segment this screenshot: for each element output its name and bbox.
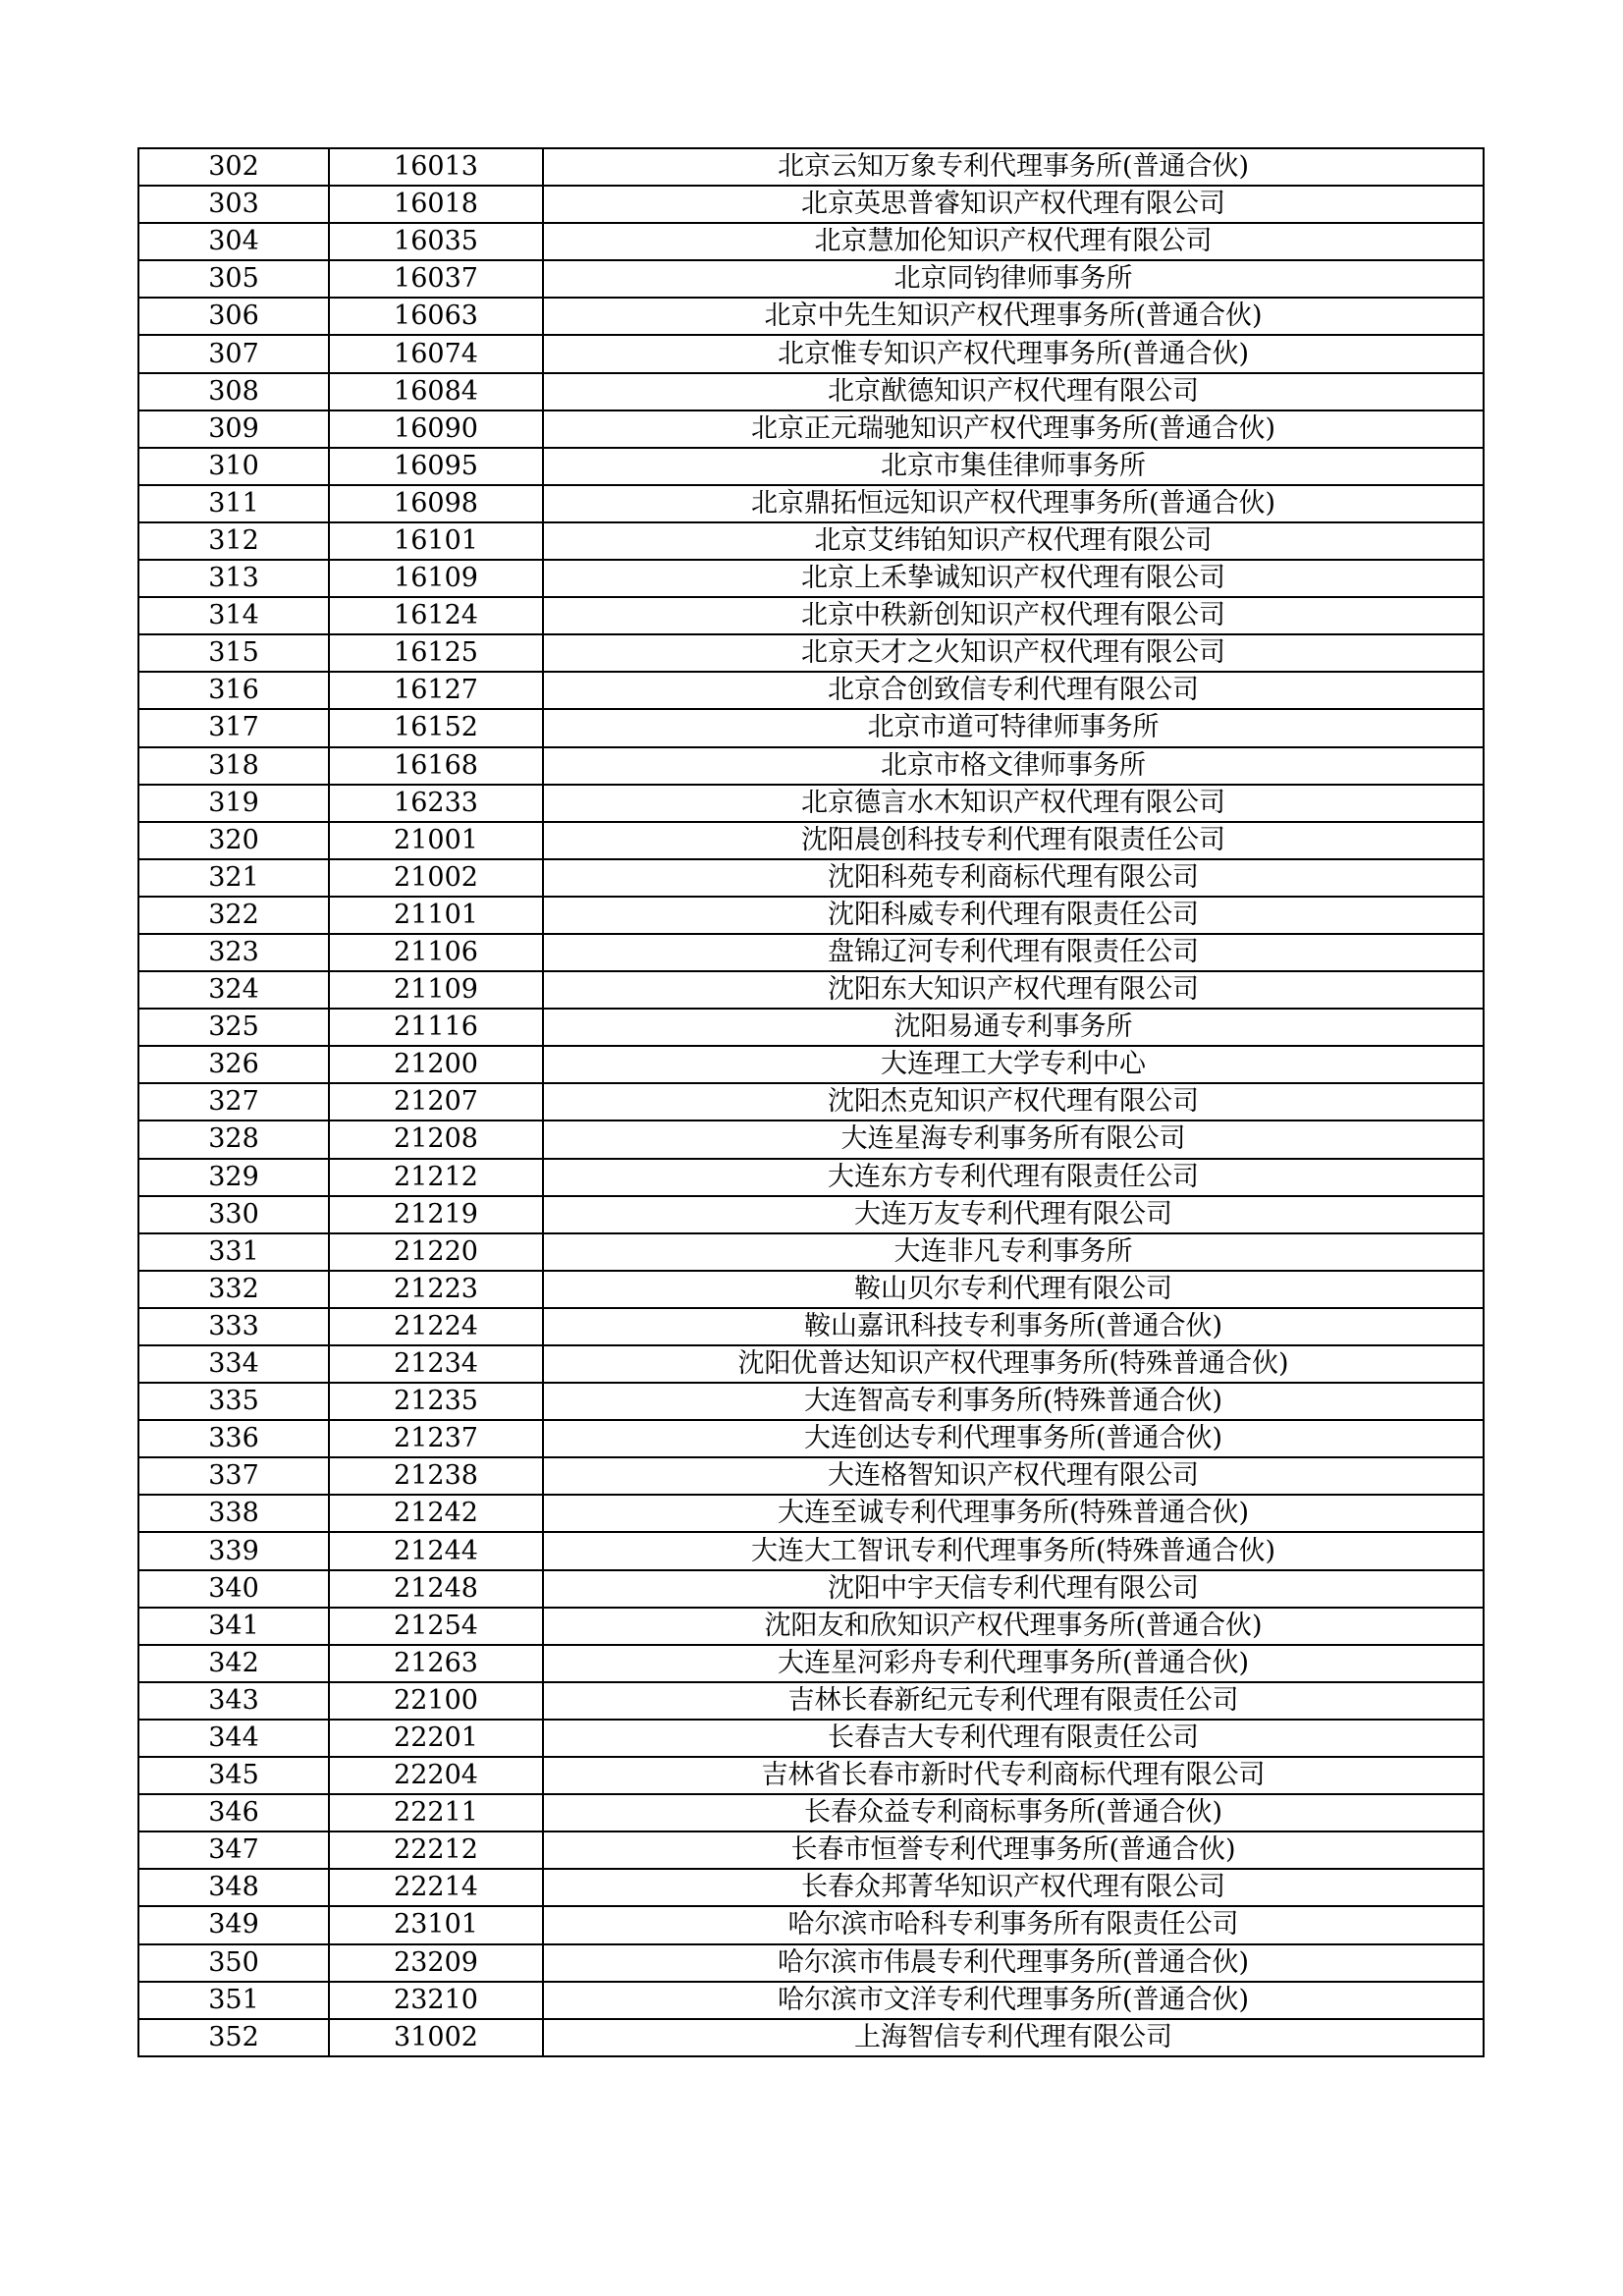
- table-row: [138, 186, 1484, 223]
- row-seq-number: 344: [138, 1720, 329, 1757]
- table-row: [138, 1645, 1484, 1682]
- row-agency-name: 北京惟专知识产权代理事务所(普通合伙): [543, 335, 1484, 372]
- table-row: [138, 785, 1484, 822]
- row-seq-number: 346: [138, 1794, 329, 1831]
- row-seq-number: 339: [138, 1532, 329, 1569]
- table-row: [138, 223, 1484, 260]
- row-agency-name: 上海智信专利代理有限公司: [543, 2019, 1484, 2056]
- row-seq-number: 332: [138, 1271, 329, 1308]
- row-seq-number: 338: [138, 1495, 329, 1532]
- row-seq-number: 308: [138, 373, 329, 410]
- table-row: [138, 971, 1484, 1009]
- row-agency-code: 16127: [329, 672, 543, 709]
- row-agency-name: 盘锦辽河专利代理有限责任公司: [543, 934, 1484, 971]
- row-seq-number: 351: [138, 1982, 329, 2019]
- row-agency-name: 长春市恒誉专利代理事务所(普通合伙): [543, 1831, 1484, 1869]
- row-agency-code: 22214: [329, 1869, 543, 1906]
- table-row: [138, 1046, 1484, 1083]
- row-agency-name: 大连大工智讯专利代理事务所(特殊普通合伙): [543, 1532, 1484, 1569]
- row-agency-name: 长春吉大专利代理有限责任公司: [543, 1720, 1484, 1757]
- table-row: [138, 1608, 1484, 1645]
- table-row: [138, 1233, 1484, 1271]
- row-agency-code: 21238: [329, 1457, 543, 1495]
- row-agency-code: 21263: [329, 1645, 543, 1682]
- row-agency-code: 21237: [329, 1420, 543, 1457]
- row-seq-number: 322: [138, 897, 329, 934]
- row-agency-code: 31002: [329, 2019, 543, 2056]
- table-row: [138, 1159, 1484, 1196]
- row-seq-number: 326: [138, 1046, 329, 1083]
- row-agency-code: 22201: [329, 1720, 543, 1757]
- row-seq-number: 311: [138, 485, 329, 522]
- row-seq-number: 345: [138, 1757, 329, 1794]
- row-agency-code: 16098: [329, 485, 543, 522]
- row-agency-code: 16063: [329, 298, 543, 335]
- row-seq-number: 350: [138, 1944, 329, 1982]
- row-agency-code: 16233: [329, 785, 543, 822]
- table-row: [138, 1944, 1484, 1982]
- row-agency-name: 北京市集佳律师事务所: [543, 448, 1484, 485]
- row-agency-name: 沈阳东大知识产权代理有限公司: [543, 971, 1484, 1009]
- table-row: [138, 709, 1484, 746]
- table-row: [138, 634, 1484, 672]
- row-seq-number: 343: [138, 1682, 329, 1720]
- row-seq-number: 307: [138, 335, 329, 372]
- table-row: [138, 1720, 1484, 1757]
- row-seq-number: 331: [138, 1233, 329, 1271]
- row-agency-name: 北京市道可特律师事务所: [543, 709, 1484, 746]
- row-agency-code: 21224: [329, 1308, 543, 1345]
- row-seq-number: 328: [138, 1121, 329, 1158]
- table-row: [138, 1196, 1484, 1233]
- row-agency-name: 大连星河彩舟专利代理事务所(普通合伙): [543, 1645, 1484, 1682]
- row-agency-code: 21244: [329, 1532, 543, 1569]
- table-row: [138, 1570, 1484, 1608]
- table-row: [138, 1345, 1484, 1383]
- table-row: [138, 148, 1484, 186]
- row-agency-code: 21212: [329, 1159, 543, 1196]
- table-row: [138, 298, 1484, 335]
- row-seq-number: 336: [138, 1420, 329, 1457]
- table-row: [138, 747, 1484, 785]
- row-agency-name: 沈阳中宇天信专利代理有限公司: [543, 1570, 1484, 1608]
- row-agency-code: 21002: [329, 859, 543, 897]
- row-seq-number: 310: [138, 448, 329, 485]
- row-agency-name: 长春众益专利商标事务所(普通合伙): [543, 1794, 1484, 1831]
- row-agency-name: 鞍山贝尔专利代理有限公司: [543, 1271, 1484, 1308]
- row-agency-code: 16109: [329, 560, 543, 597]
- row-seq-number: 305: [138, 260, 329, 298]
- row-agency-name: 沈阳晨创科技专利代理有限责任公司: [543, 822, 1484, 859]
- row-seq-number: 342: [138, 1645, 329, 1682]
- row-seq-number: 324: [138, 971, 329, 1009]
- table-row: [138, 1831, 1484, 1869]
- row-agency-name: 大连星海专利事务所有限公司: [543, 1121, 1484, 1158]
- row-agency-code: 16035: [329, 223, 543, 260]
- row-agency-name: 北京中先生知识产权代理事务所(普通合伙): [543, 298, 1484, 335]
- row-agency-code: 23209: [329, 1944, 543, 1982]
- row-seq-number: 304: [138, 223, 329, 260]
- row-seq-number: 340: [138, 1570, 329, 1608]
- row-agency-name: 长春众邦菁华知识产权代理有限公司: [543, 1869, 1484, 1906]
- row-agency-code: 16101: [329, 522, 543, 560]
- row-agency-code: 21116: [329, 1009, 543, 1046]
- table-row: [138, 672, 1484, 709]
- row-seq-number: 334: [138, 1345, 329, 1383]
- table-row: [138, 1083, 1484, 1121]
- table-row: [138, 410, 1484, 448]
- row-agency-name: 吉林省长春市新时代专利商标代理有限公司: [543, 1757, 1484, 1794]
- row-seq-number: 306: [138, 298, 329, 335]
- row-agency-name: 大连智高专利事务所(特殊普通合伙): [543, 1383, 1484, 1420]
- row-agency-code: 21208: [329, 1121, 543, 1158]
- row-agency-code: 21234: [329, 1345, 543, 1383]
- row-agency-code: 21101: [329, 897, 543, 934]
- row-agency-name: 大连万友专利代理有限公司: [543, 1196, 1484, 1233]
- row-agency-code: 16037: [329, 260, 543, 298]
- row-agency-code: 21109: [329, 971, 543, 1009]
- row-agency-name: 北京慧加伦知识产权代理有限公司: [543, 223, 1484, 260]
- row-agency-name: 沈阳易通专利事务所: [543, 1009, 1484, 1046]
- row-agency-code: 21219: [329, 1196, 543, 1233]
- row-agency-code: 16074: [329, 335, 543, 372]
- row-agency-name: 北京德言水木知识产权代理有限公司: [543, 785, 1484, 822]
- row-agency-code: 21220: [329, 1233, 543, 1271]
- table-row: [138, 2019, 1484, 2056]
- row-seq-number: 329: [138, 1159, 329, 1196]
- table-row: [138, 448, 1484, 485]
- table-row: [138, 560, 1484, 597]
- row-agency-name: 大连东方专利代理有限责任公司: [543, 1159, 1484, 1196]
- row-agency-code: 21207: [329, 1083, 543, 1121]
- row-agency-name: 鞍山嘉讯科技专利事务所(普通合伙): [543, 1308, 1484, 1345]
- row-agency-code: 22211: [329, 1794, 543, 1831]
- table-row: [138, 1906, 1484, 1943]
- table-row: [138, 1457, 1484, 1495]
- row-agency-name: 沈阳优普达知识产权代理事务所(特殊普通合伙): [543, 1345, 1484, 1383]
- row-agency-code: 16084: [329, 373, 543, 410]
- table-row: [138, 1682, 1484, 1720]
- row-agency-code: 16090: [329, 410, 543, 448]
- row-seq-number: 302: [138, 148, 329, 186]
- table-row: [138, 1308, 1484, 1345]
- row-agency-name: 北京合创致信专利代理有限公司: [543, 672, 1484, 709]
- row-agency-code: 21001: [329, 822, 543, 859]
- table-row: [138, 335, 1484, 372]
- row-agency-code: 16152: [329, 709, 543, 746]
- row-seq-number: 321: [138, 859, 329, 897]
- row-agency-code: 21254: [329, 1608, 543, 1645]
- table-row: [138, 897, 1484, 934]
- row-agency-name: 大连格智知识产权代理有限公司: [543, 1457, 1484, 1495]
- row-agency-name: 大连创达专利代理事务所(普通合伙): [543, 1420, 1484, 1457]
- row-agency-code: 23101: [329, 1906, 543, 1943]
- row-agency-code: 16125: [329, 634, 543, 672]
- row-seq-number: 313: [138, 560, 329, 597]
- row-agency-code: 23210: [329, 1982, 543, 2019]
- row-agency-code: 22100: [329, 1682, 543, 1720]
- row-agency-code: 16124: [329, 597, 543, 634]
- row-seq-number: 309: [138, 410, 329, 448]
- row-agency-code: 22204: [329, 1757, 543, 1794]
- row-seq-number: 312: [138, 522, 329, 560]
- table-row: [138, 822, 1484, 859]
- row-agency-code: 21248: [329, 1570, 543, 1608]
- table-row: [138, 1009, 1484, 1046]
- row-agency-code: 16095: [329, 448, 543, 485]
- row-agency-name: 沈阳科苑专利商标代理有限公司: [543, 859, 1484, 897]
- row-agency-name: 沈阳杰克知识产权代理有限公司: [543, 1083, 1484, 1121]
- table-row: [138, 1495, 1484, 1532]
- row-seq-number: 337: [138, 1457, 329, 1495]
- row-agency-name: 北京云知万象专利代理事务所(普通合伙): [543, 148, 1484, 186]
- row-seq-number: 314: [138, 597, 329, 634]
- row-agency-code: 21200: [329, 1046, 543, 1083]
- row-agency-code: 21223: [329, 1271, 543, 1308]
- row-agency-name: 大连至诚专利代理事务所(特殊普通合伙): [543, 1495, 1484, 1532]
- row-agency-name: 北京市格文律师事务所: [543, 747, 1484, 785]
- row-seq-number: 330: [138, 1196, 329, 1233]
- table-row: [138, 1420, 1484, 1457]
- table-row: [138, 1271, 1484, 1308]
- table-row: [138, 1982, 1484, 2019]
- row-seq-number: 335: [138, 1383, 329, 1420]
- row-agency-name: 北京天才之火知识产权代理有限公司: [543, 634, 1484, 672]
- row-agency-code: 16168: [329, 747, 543, 785]
- table-row: [138, 1794, 1484, 1831]
- row-seq-number: 325: [138, 1009, 329, 1046]
- table-row: [138, 1121, 1484, 1158]
- row-agency-name: 北京英思普睿知识产权代理有限公司: [543, 186, 1484, 223]
- row-agency-name: 北京上禾挚诚知识产权代理有限公司: [543, 560, 1484, 597]
- row-agency-name: 沈阳友和欣知识产权代理事务所(普通合伙): [543, 1608, 1484, 1645]
- row-seq-number: 323: [138, 934, 329, 971]
- row-agency-name: 哈尔滨市哈科专利事务所有限责任公司: [543, 1906, 1484, 1943]
- table-row: [138, 859, 1484, 897]
- row-seq-number: 303: [138, 186, 329, 223]
- row-agency-name: 北京鼎拓恒远知识产权代理事务所(普通合伙): [543, 485, 1484, 522]
- row-seq-number: 333: [138, 1308, 329, 1345]
- row-agency-code: 21242: [329, 1495, 543, 1532]
- row-seq-number: 316: [138, 672, 329, 709]
- row-agency-name: 北京猷德知识产权代理有限公司: [543, 373, 1484, 410]
- row-agency-code: 16013: [329, 148, 543, 186]
- row-seq-number: 349: [138, 1906, 329, 1943]
- row-seq-number: 320: [138, 822, 329, 859]
- table-row: [138, 485, 1484, 522]
- row-agency-name: 北京正元瑞驰知识产权代理事务所(普通合伙): [543, 410, 1484, 448]
- row-agency-name: 北京艾纬铂知识产权代理有限公司: [543, 522, 1484, 560]
- table-row: [138, 1532, 1484, 1569]
- row-seq-number: 318: [138, 747, 329, 785]
- row-agency-name: 吉林长春新纪元专利代理有限责任公司: [543, 1682, 1484, 1720]
- row-seq-number: 317: [138, 709, 329, 746]
- table-row: [138, 1869, 1484, 1906]
- row-agency-name: 沈阳科威专利代理有限责任公司: [543, 897, 1484, 934]
- table-body: [138, 148, 1484, 2056]
- table-row: [138, 1757, 1484, 1794]
- row-seq-number: 348: [138, 1869, 329, 1906]
- row-agency-code: 22212: [329, 1831, 543, 1869]
- row-seq-number: 352: [138, 2019, 329, 2056]
- row-seq-number: 319: [138, 785, 329, 822]
- row-agency-name: 大连非凡专利事务所: [543, 1233, 1484, 1271]
- row-seq-number: 341: [138, 1608, 329, 1645]
- row-seq-number: 347: [138, 1831, 329, 1869]
- row-agency-name: 北京中秩新创知识产权代理有限公司: [543, 597, 1484, 634]
- table-row: [138, 934, 1484, 971]
- table-row: [138, 597, 1484, 634]
- row-seq-number: 315: [138, 634, 329, 672]
- row-agency-name: 哈尔滨市伟晨专利代理事务所(普通合伙): [543, 1944, 1484, 1982]
- agency-list-table: [137, 147, 1485, 2057]
- table-row: [138, 522, 1484, 560]
- row-agency-name: 北京同钧律师事务所: [543, 260, 1484, 298]
- table-row: [138, 260, 1484, 298]
- table-row: [138, 373, 1484, 410]
- row-agency-name: 大连理工大学专利中心: [543, 1046, 1484, 1083]
- row-agency-code: 16018: [329, 186, 543, 223]
- row-seq-number: 327: [138, 1083, 329, 1121]
- row-agency-code: 21235: [329, 1383, 543, 1420]
- row-agency-name: 哈尔滨市文洋专利代理事务所(普通合伙): [543, 1982, 1484, 2019]
- table-row: [138, 1383, 1484, 1420]
- row-agency-code: 21106: [329, 934, 543, 971]
